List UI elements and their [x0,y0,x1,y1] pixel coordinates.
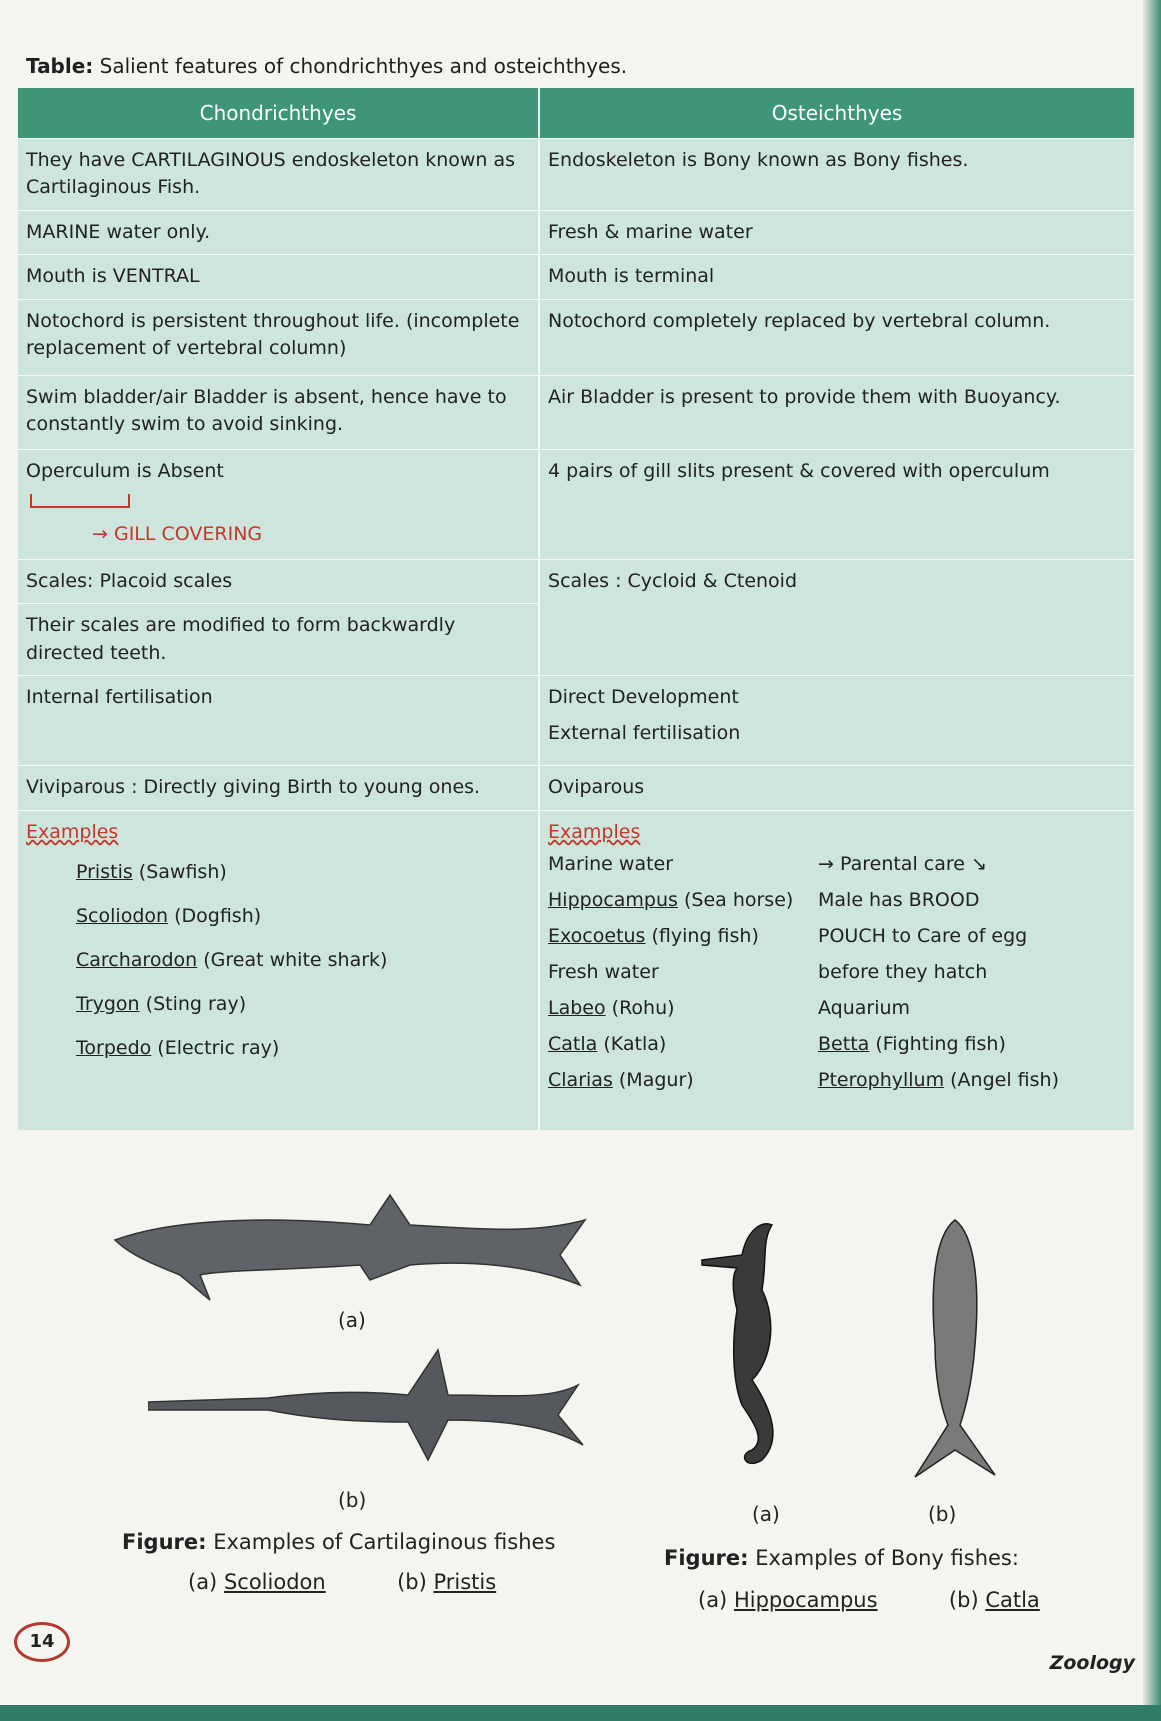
list-item [76,850,530,894]
genus-name: Labeo [548,997,606,1020]
common-name: (flying fish) [651,925,759,948]
caption-title: Examples of Cartilaginous fishes [213,1530,556,1554]
table-row [18,299,1135,375]
marine-water-label: Marine water [548,853,674,876]
gill-covering-note: → GILL COVERING [92,522,263,545]
caption-title: Examples of Bony fishes: [755,1546,1019,1570]
common-name: (Magur) [618,1069,694,1092]
item-label: (b) [397,1570,427,1594]
bony-caption [664,1546,1019,1570]
examples-label: Examples [548,820,641,843]
list-item [76,894,530,938]
table-row [18,766,1135,811]
fig-label-b: (b) [338,1488,367,1512]
direct-development-text: Direct Development [548,686,739,709]
list-item [548,1062,808,1098]
bracket-icon [30,494,130,508]
common-name: (Sawfish) [138,861,227,884]
table-row [18,210,1135,255]
external-fertilisation-text: External fertilisation [548,721,741,744]
genus-name: Pterophyllum [818,1069,945,1092]
care-aquarium-column [818,846,1118,1098]
parental-care-text: Parental care [839,853,965,876]
table-caption [26,54,627,78]
caption-prefix: Table: [26,54,94,78]
cell-right: Oviparous [539,766,1135,811]
cell-right [539,676,1135,766]
list-item [76,1026,530,1070]
genus-name: Trygon [76,993,140,1016]
list-item [76,982,530,1026]
chondrichthyes-examples-list [26,850,530,1070]
table-row-examples [18,810,1135,1130]
common-name: (Great white shark) [203,949,388,972]
genus-name: Pristis [76,861,133,884]
list-item [548,882,808,918]
subject-label: Zoology [1049,1652,1135,1674]
list-item [548,990,808,1026]
cell-right: Mouth is terminal [539,255,1135,300]
examples-label: Examples [26,820,119,843]
care-note-line: before they hatch [818,961,988,984]
fresh-water-label: Fresh water [548,961,659,984]
item-name: Pristis [433,1570,497,1594]
genus-name: Carcharodon [76,949,198,972]
common-name: (Electric ray) [157,1037,280,1060]
common-name: (Dogfish) [174,905,262,928]
marine-fresh-column [548,846,808,1098]
item-label: (b) [948,1588,979,1612]
list-item [548,918,808,954]
cell-left: Notochord is persistent throughout life. (incomplete replacement of vertebral column) [18,299,539,375]
cell-left: Viviparous : Directly giving Birth to young ones. [18,766,539,811]
features-table [18,88,1136,1130]
scoliodon-image [110,1180,590,1310]
fig-label-a: (a) [752,1502,780,1526]
cell-right: 4 pairs of gill slits present & covered with operculum [539,449,1135,559]
gill-note [26,489,530,548]
cell-left [18,449,539,559]
cell-right: Scales : Cycloid & Ctenoid [539,559,1135,676]
genus-name: Torpedo [76,1037,152,1060]
osteichthyes-examples [548,846,1126,1098]
item-name: Catla [985,1588,1040,1612]
catla-image [900,1215,1010,1485]
cell-left: Internal fertilisation [18,676,539,766]
hippocampus-image [692,1210,822,1480]
item-name: Scoliodon [223,1570,326,1594]
item-label: (a) [188,1570,218,1594]
cell-right: Fresh & marine water [539,210,1135,255]
cell-right: Air Bladder is present to provide them with Buoyancy. [539,375,1135,449]
item-name: Hippocampus [733,1588,878,1612]
figures-area [0,1160,1161,1700]
bony-caption-items [698,1588,1040,1612]
operculum-text: Operculum is Absent [26,459,224,482]
genus-name: Hippocampus [548,889,678,912]
cell-left: Scales: Placoid scales [18,559,539,604]
common-name: (Rohu) [611,997,675,1020]
caption-title: Salient features of chondrichthyes and osteichthyes. [99,54,628,78]
bottom-band [0,1705,1161,1721]
table-row [18,676,1135,766]
cell-left: MARINE water only. [18,210,539,255]
aquarium-label: Aquarium [818,997,911,1020]
common-name: (Angel fish) [950,1069,1059,1092]
header-chondrichthyes: Chondrichthyes [18,88,539,138]
care-note-line: Male has BROOD [818,889,980,912]
genus-name: Betta [818,1033,870,1056]
table-row [18,375,1135,449]
caption-prefix: Figure: [664,1546,749,1570]
cartilaginous-caption-items [188,1570,496,1594]
cell-right: Notochord completely replaced by vertebral column. [539,299,1135,375]
genus-name: Catla [548,1033,598,1056]
table-row [18,138,1135,210]
list-item [76,938,530,982]
list-item [818,1062,1118,1098]
header-osteichthyes: Osteichthyes [539,88,1135,138]
cartilaginous-caption [122,1530,555,1554]
common-name: (Sea horse) [683,889,794,912]
cell-left: Swim bladder/air Bladder is absent, hence have to constantly swim to avoid sinking. [18,375,539,449]
care-note-line: POUCH to Care of egg [818,925,1028,948]
table-row [18,449,1135,559]
page-number: 14 [14,1622,70,1662]
cell-left-examples [18,810,539,1130]
list-item [818,1026,1118,1062]
common-name: (Fighting fish) [875,1033,1006,1056]
genus-name: Clarias [548,1069,613,1092]
cell-right-examples [539,810,1135,1130]
fig-label-a: (a) [338,1308,366,1332]
list-item [548,1026,808,1062]
genus-name: Exocoetus [548,925,646,948]
genus-name: Scoliodon [76,905,169,928]
fig-label-b: (b) [928,1502,957,1526]
caption-prefix: Figure: [122,1530,207,1554]
gill-covering-text: GILL COVERING [113,522,263,545]
cell-left: Mouth is VENTRAL [18,255,539,300]
common-name: (Sting ray) [145,993,247,1016]
cell-left: Their scales are modified to form backwardly directed teeth. [18,604,539,676]
item-label: (a) [698,1588,728,1612]
cell-left: They have CARTILAGINOUS endoskeleton known as Cartilaginous Fish. [18,138,539,210]
table-header-row [18,88,1135,138]
table-row [18,255,1135,300]
parental-care-label: → Parental care ↘ [818,853,987,876]
common-name: (Katla) [603,1033,667,1056]
table-row [18,559,1135,604]
pristis-image [148,1340,588,1470]
cell-right: Endoskeleton is Bony known as Bony fishes. [539,138,1135,210]
